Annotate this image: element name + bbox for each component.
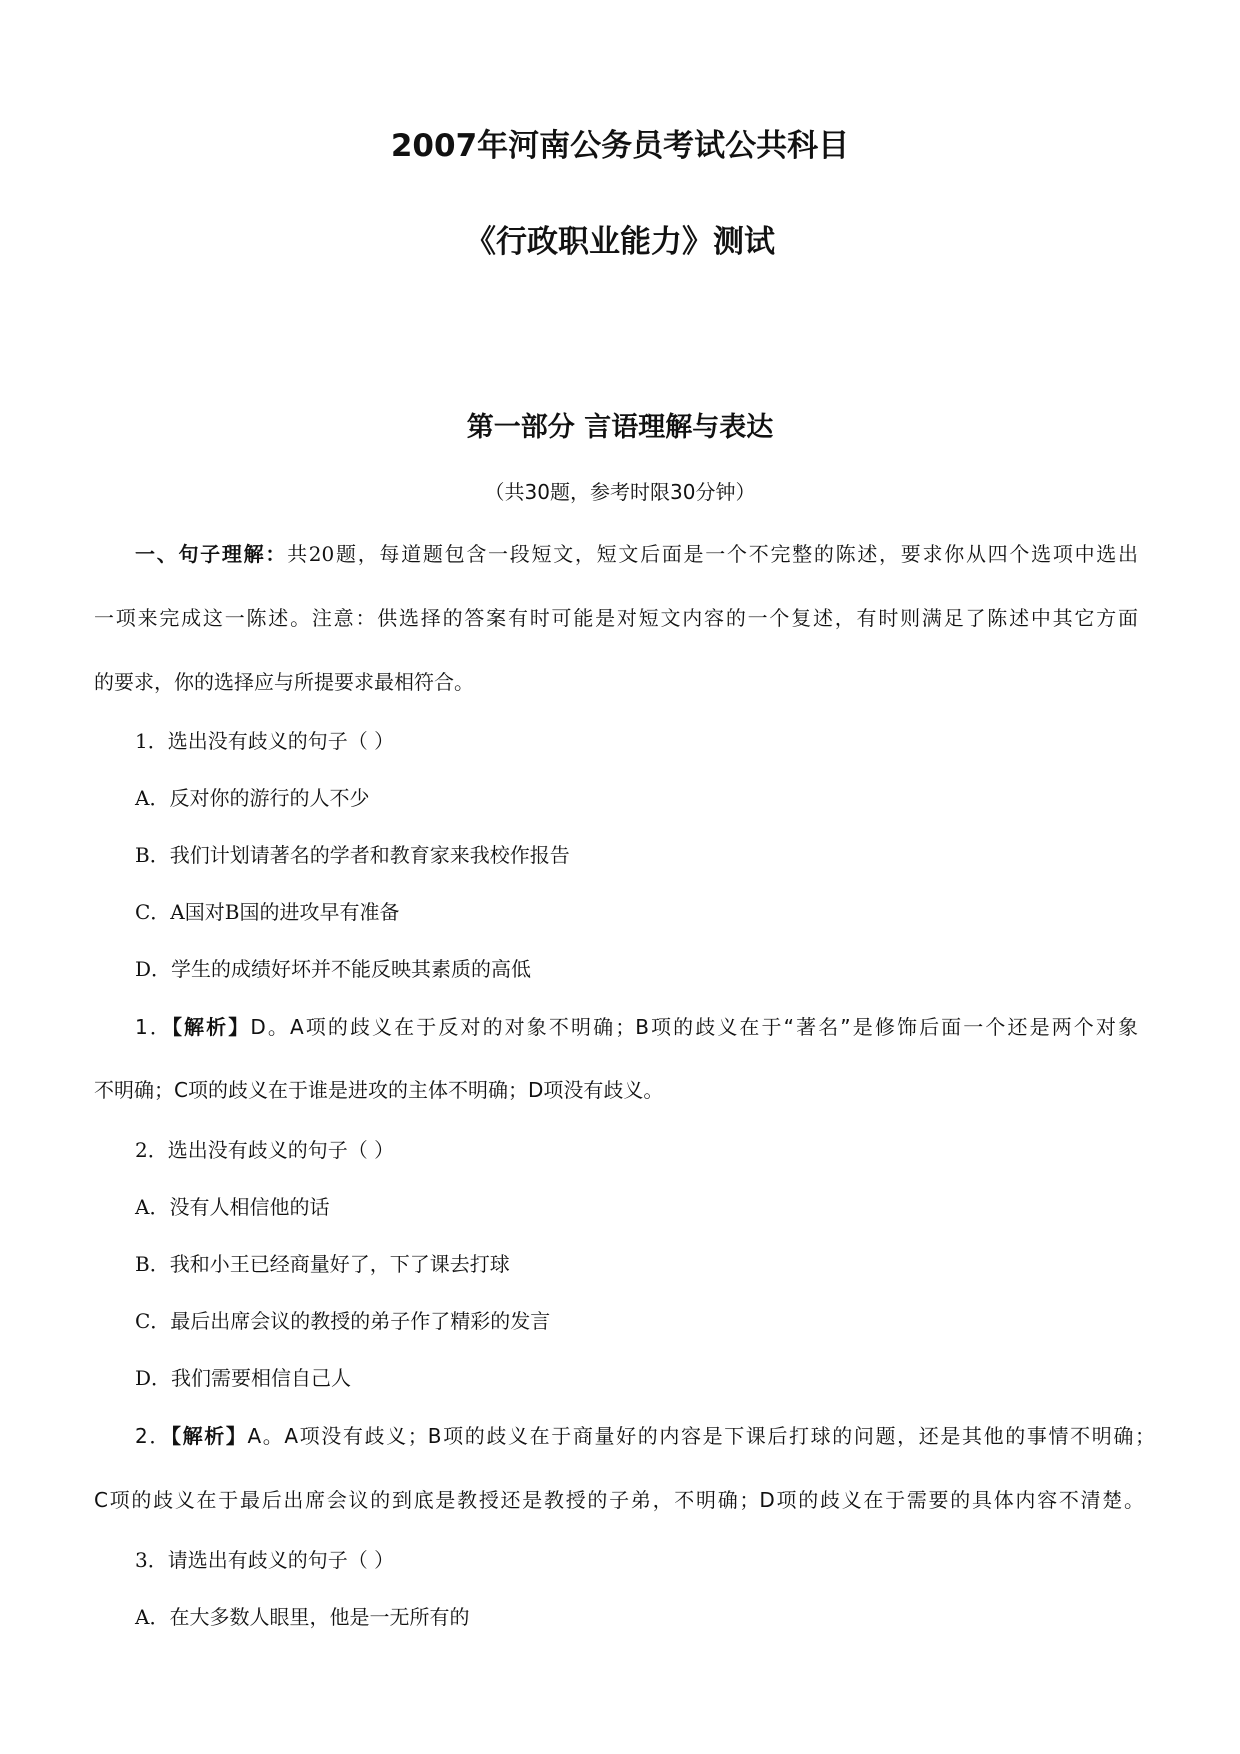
- analysis-number: 2．: [135, 1424, 171, 1448]
- analysis-label: 【解析】: [170, 1424, 248, 1448]
- question-2-option-c: C．最后出席会议的教授的弟子作了精彩的发言: [135, 1309, 551, 1333]
- question-2-option-b: B．我和小王已经商量好了，下了课去打球: [135, 1252, 510, 1276]
- question-1-option-a: A．反对你的游行的人不少: [135, 786, 370, 810]
- document-title-line-1: 2007年河南公务员考试公共科目: [390, 128, 850, 164]
- analysis-text: D。A项的歧义在于反对的对象不明确；B项的歧义在于“著名”是修饰后面一个还是两个对象: [250, 1015, 1139, 1039]
- question-3-stem: 3．请选出有歧义的句子（ ）: [135, 1548, 395, 1572]
- document-title-line-2: 《行政职业能力》测试: [465, 224, 775, 260]
- part-subtitle: （共30题，参考时限30分钟）: [484, 480, 756, 504]
- question-2-analysis-line-1: [135, 1422, 1155, 1450]
- analysis-label: 【解析】: [171, 1015, 251, 1039]
- section-instructions-line-2: 一项来完成这一陈述。注意：供选择的答案有时可能是对短文内容的一个复述，有时则满足了陈述中其它方面: [94, 606, 1138, 630]
- section-instructions-line-1: [135, 540, 1138, 568]
- question-1-analysis-line-1: [135, 1013, 1138, 1041]
- question-1-stem: 1．选出没有歧义的句子（ ）: [135, 729, 395, 753]
- section-instructions-line-3: 的要求，你的选择应与所提要求最相符合。: [94, 670, 474, 694]
- question-1-option-d: D．学生的成绩好坏并不能反映其素质的高低: [135, 957, 532, 981]
- question-1-analysis-line-2: 不明确；C项的歧义在于谁是进攻的主体不明确；D项没有歧义。: [94, 1078, 664, 1102]
- analysis-text: A。A项没有歧义；B项的歧义在于商量好的内容是下课后打球的问题，还是其他的事情不明确；: [247, 1424, 1155, 1448]
- question-1-option-c: C．A国对B国的进攻早有准备: [135, 900, 400, 924]
- part-title: 第一部分 言语理解与表达: [466, 412, 774, 443]
- question-1-option-b: B．我们计划请著名的学者和教育家来我校作报告: [135, 843, 570, 867]
- section-text-1: 共20题，每道题包含一段短文，短文后面是一个不完整的陈述，要求你从四个选项中选出: [287, 542, 1139, 566]
- analysis-number: 1．: [135, 1015, 172, 1039]
- question-3-option-a: A．在大多数人眼里，他是一无所有的: [135, 1605, 470, 1629]
- question-2-option-a: A．没有人相信他的话: [135, 1195, 330, 1219]
- question-2-analysis-line-2: C项的歧义在于最后出席会议的到底是教授还是教授的子弟，不明确；D项的歧义在于需要的具体内容不清楚。: [94, 1488, 1144, 1512]
- question-2-option-d: D．我们需要相信自己人: [135, 1366, 352, 1390]
- question-2-stem: 2．选出没有歧义的句子（ ）: [135, 1138, 395, 1162]
- section-label: 一、句子理解：: [135, 542, 288, 566]
